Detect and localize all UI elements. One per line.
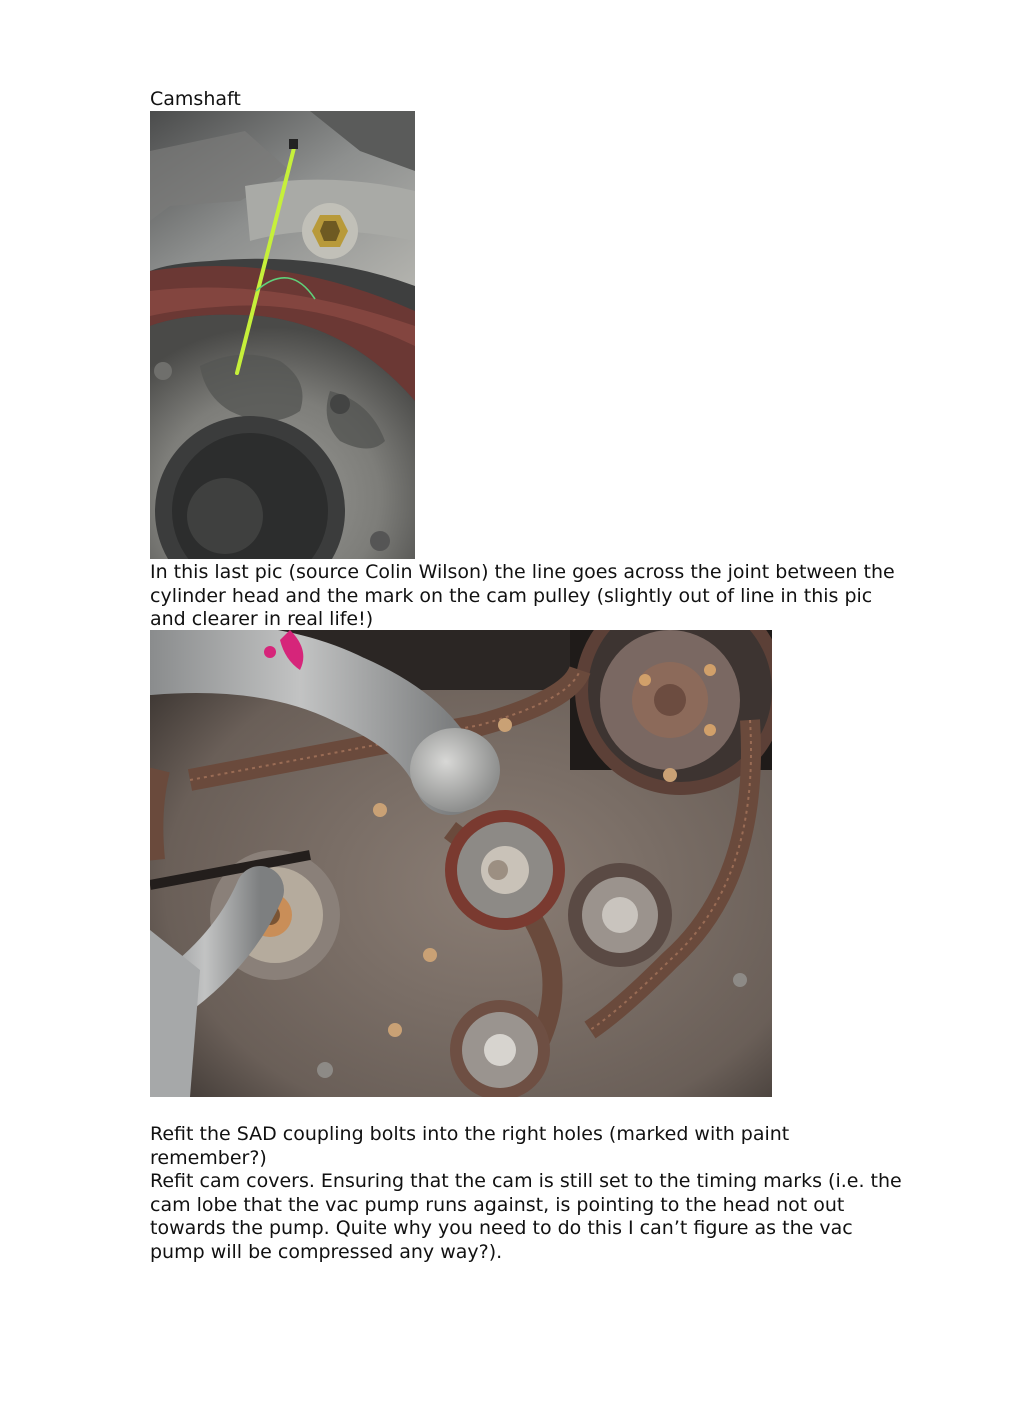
camshaft-pulley-photo <box>150 111 415 559</box>
section-title: Camshaft <box>150 88 241 110</box>
cam-covers-paragraph: Refit cam covers. Ensuring that the cam is still set to the timing marks (i.e. the cam lobe that the vac pump runs against, is pointing to the head not out towards the pump. Quite why you need to do this I can’t figure as the vac pump will be compressed any way?). <box>150 1170 902 1263</box>
sad-bolts-paragraph: Refit the SAD coupling bolts into the right holes (marked with paint remember?) <box>150 1123 790 1169</box>
timing-belt-photo <box>150 630 772 1097</box>
caption-paragraph: In this last pic (source Colin Wilson) the line goes across the joint between the cylinder head and the mark on the cam pulley (slightly out of line in this pic and clearer in real life!) <box>150 561 895 630</box>
